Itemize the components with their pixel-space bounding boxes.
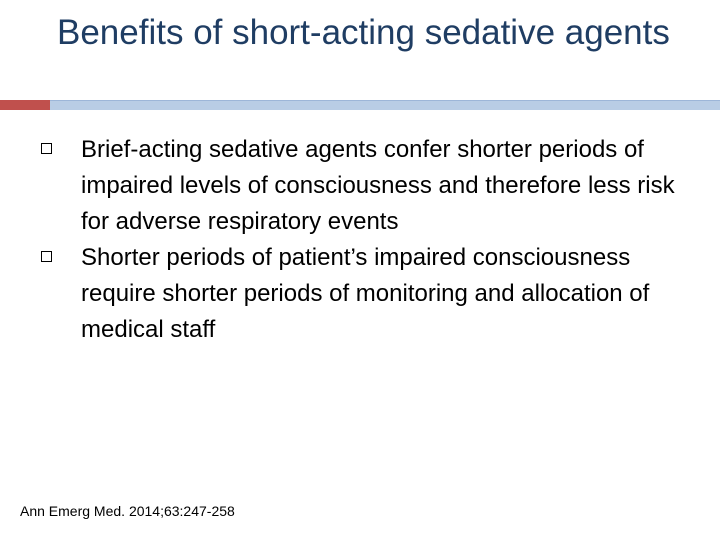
title-divider-rule-edge — [50, 100, 720, 101]
bullet-text: Shorter periods of patient’s impaired consciousness require shorter periods of monitoring and allocation of medical staff — [81, 244, 650, 343]
title-accent-rule — [0, 100, 50, 110]
slide-title: Benefits of short-acting sedative agents — [57, 13, 670, 52]
citation-text: Ann Emerg Med. 2014;63:247-258 — [20, 503, 235, 519]
bullet-item — [41, 240, 681, 348]
square-bullet-icon — [41, 251, 52, 262]
bullet-item — [41, 132, 681, 240]
bullet-text: Brief-acting sedative agents confer shorter periods of impaired levels of consciousness and therefore less risk for adverse respiratory events — [81, 136, 675, 235]
title-divider-rule — [50, 100, 720, 110]
square-bullet-icon — [41, 143, 52, 154]
bullet-list — [41, 132, 681, 348]
